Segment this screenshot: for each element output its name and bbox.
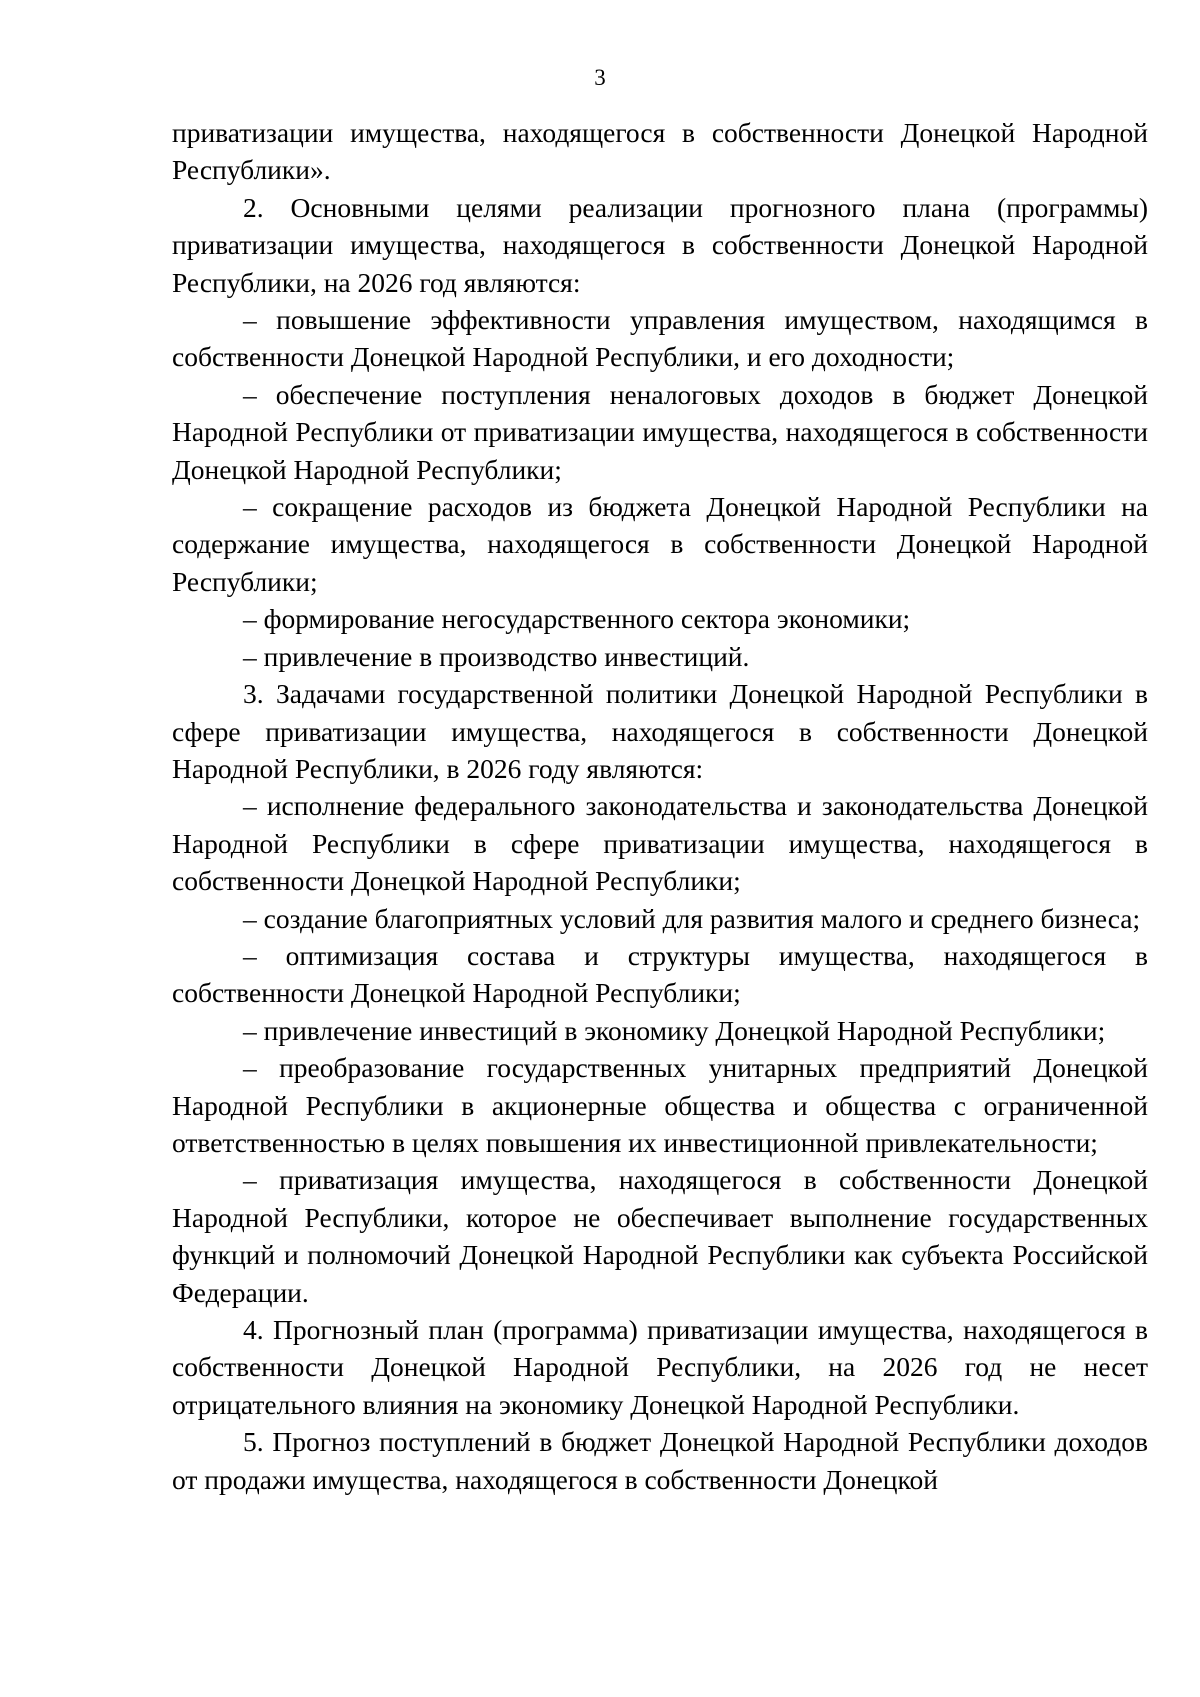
list-item-task: – приватизация имущества, находящегося в собственности Донецкой Народной Республики, которое не обеспечивает выполнение государственных функций и полномочий Донецкой Народной Республики как субъекта Российской Федерации.	[172, 1164, 1148, 1308]
document-body	[172, 114, 1148, 1498]
paragraph-continuation: приватизации имущества, находящегося в собственности Донецкой Народной Республики».	[172, 117, 1148, 186]
page-number: 3	[594, 65, 606, 90]
paragraph-item-3-tasks: 3. Задачами государственной политики Донецкой Народной Республики в сфере приватизации имущества, находящегося в собственности Донецкой Народной Республики, в 2026 году являются:	[172, 678, 1148, 784]
list-item-goal: – сокращение расходов из бюджета Донецкой Народной Республики на содержание имущества, находящегося в собственности Донецкой Народной Республики;	[172, 491, 1148, 597]
list-item-task: – оптимизация состава и структуры имущества, находящегося в собственности Донецкой Народной Республики;	[172, 939, 1148, 1009]
paragraph-item-5: 5. Прогноз поступлений в бюджет Донецкой Народной Республики доходов от продажи имущества, находящегося в собственности Донецкой	[172, 1426, 1148, 1495]
list-item-task: – преобразование государственных унитарных предприятий Донецкой Народной Республики в акционерные общества и общества с ограниченной ответственностью в целях повышения их инвестиционной привлекательности;	[172, 1052, 1148, 1158]
list-item-task: – создание благоприятных условий для развития малого и среднего бизнеса;	[243, 902, 1141, 934]
list-item-goal: – формирование негосударственного сектора экономики;	[243, 603, 911, 635]
list-item-goal: – обеспечение поступления неналоговых доходов в бюджет Донецкой Народной Республики от приватизации имущества, находящегося в собственности Донецкой Народной Республики;	[172, 378, 1148, 485]
paragraph-item-2-goals: 2. Основными целями реализации прогнозного плана (программы) приватизации имущества, находящегося в собственности Донецкой Народной Республики, на 2026 год являются:	[172, 191, 1148, 298]
paragraph-item-4: 4. Прогнозный план (программа) приватизации имущества, находящегося в собственности Донецкой Народной Республики, на 2026 год не несет отрицательного влияния на экономику Донецкой Народной Республики.	[172, 1314, 1148, 1420]
list-item-task: – привлечение инвестиций в экономику Донецкой Народной Республики;	[243, 1014, 1106, 1046]
list-item-goal: – привлечение в производство инвестиций.	[243, 640, 750, 672]
list-item-task: – исполнение федерального законодательства и законодательства Донецкой Народной Республики в сфере приватизации имущества, находящегося в собственности Донецкой Народной Республики;	[172, 790, 1148, 897]
list-item-goal: – повышение эффективности управления имуществом, находящимся в собственности Донецкой Народной Республики, и его доходности;	[172, 304, 1148, 373]
